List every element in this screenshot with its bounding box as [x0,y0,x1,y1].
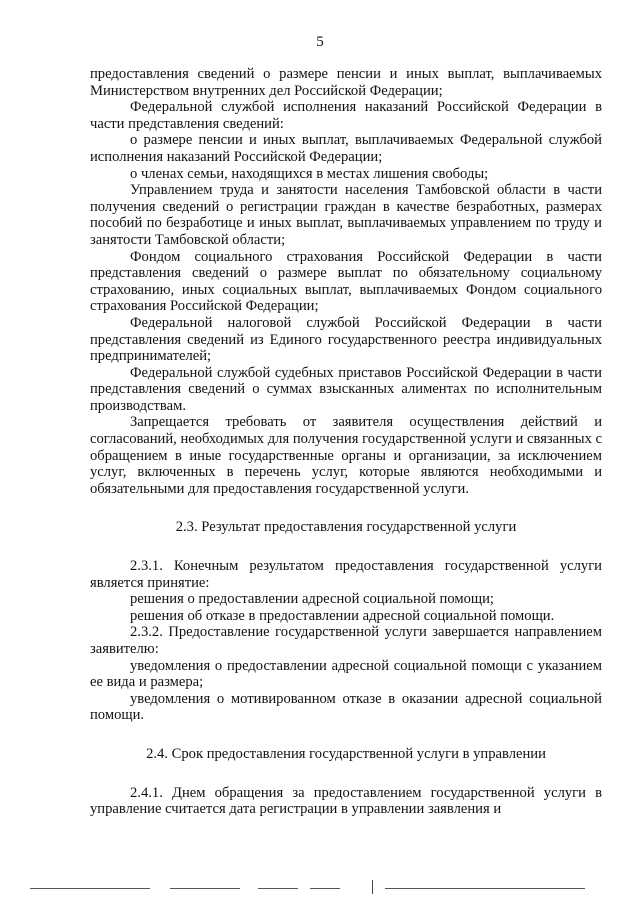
paragraph: о размере пенсии и иных выплат, выплачиваемых Федеральной службой исполнения наказаний Российской Федерации; [90,132,602,165]
paragraph: Федеральной налоговой службой Российской Федерации в части представления сведений из Единого государственного реестра индивидуальных предпринимателей; [90,314,602,365]
section-2-2-continuation [90,66,602,497]
scan-artifact-line [258,888,298,889]
scan-artifact-line [170,888,240,889]
paragraph: уведомления о мотивированном отказе в оказании адресной социальной помощи. [90,690,602,724]
page-number: 5 [316,34,324,50]
paragraph: Федеральной службой судебных приставов Российской Федерации в части представления сведений о суммах взысканных алиментах по исполнительным производствам. [90,364,602,414]
document-body [90,66,602,818]
paragraph: 2.4.1. Днем обращения за предоставлением государственной услуги в управление считается дата регистрации в управлении заявления и [90,784,602,818]
heading-2-3: 2.3. Результат предоставления государственной услуги [175,519,517,536]
paragraph: о членах семьи, находящихся в местах лишения свободы; [130,165,489,182]
paragraph: уведомления о предоставлении адресной социальной помощи с указанием ее вида и размера; [90,657,602,691]
paragraph: Фондом социального страхования Российской Федерации в части представления сведений о размере выплат по обязательному социальному страхованию, иных социальных выплат, выплачиваемых Фондом социального страхования Российской Федерации; [90,248,602,315]
paragraph: Управлением труда и занятости населения Тамбовской области в части получения сведений о регистрации граждан в качестве безработных, размерах пособий по безработице и иных выплат, выплачиваемых управлением по труду и занятости Тамбовской области; [90,182,602,248]
scan-artifact-line [30,888,150,889]
paragraph: решения о предоставлении адресной социальной помощи; [130,591,494,608]
section-2-3-body [90,558,602,724]
paragraph: 2.3.2. Предоставление государственной услуги завершается направлением заявителю: [90,624,602,657]
scan-artifact-line [385,888,585,889]
section-2-4-body [90,785,602,818]
paragraph: предоставления сведений о размере пенсии и иных выплат, выплачиваемых Министерством внутренних дел Российской Федерации; [90,66,602,99]
paragraph: решения об отказе в предоставлении адресной социальной помощи. [130,607,555,624]
paragraph: Запрещается требовать от заявителя осуществления действий и согласований, необходимых для получения государственной услуги и связанных с обращением в иные государственные органы и организации, за исключением услуг, включенных в перечень услуг, которые являются необходимыми и обязательными для предоставления государственной услуги. [90,414,602,497]
paragraph: 2.3.1. Конечным результатом предоставления государственной услуги является принятие: [90,558,602,591]
heading-2-4: 2.4. Срок предоставления государственной услуги в управлении [146,745,546,762]
paragraph: Федеральной службой исполнения наказаний Российской Федерации в части представления сведений: [90,99,602,132]
scan-artifact-mark [372,880,373,894]
scan-artifact-line [310,888,340,889]
